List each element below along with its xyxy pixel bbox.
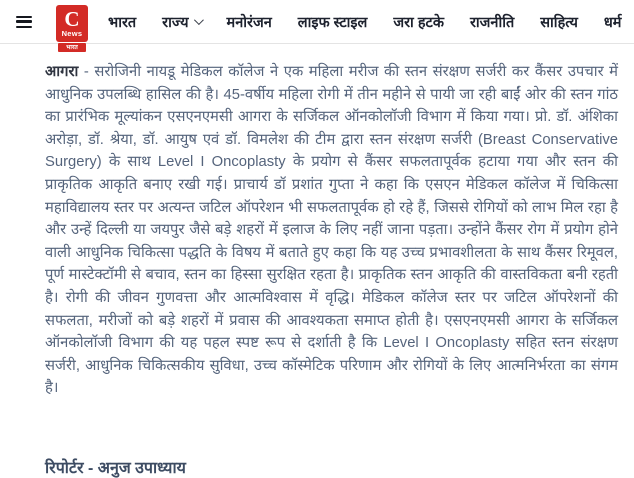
reporter-byline: रिपोर्टर - अनुज उपाध्याय bbox=[45, 459, 186, 477]
nav-item-jara-hatke[interactable] bbox=[393, 12, 444, 32]
hamburger-menu-icon[interactable] bbox=[16, 16, 32, 28]
article-body bbox=[0, 44, 634, 400]
nav-item-label: राज्य bbox=[162, 14, 189, 31]
chevron-down-icon bbox=[194, 15, 204, 25]
nav-item-sahitya[interactable] bbox=[540, 12, 578, 32]
nav-item-label: भारत bbox=[108, 14, 137, 31]
logo-news-label: News bbox=[61, 28, 83, 38]
article-dateline: आगरा bbox=[45, 64, 79, 80]
nav-item-label: साहित्य bbox=[540, 14, 578, 31]
nav-item-label: मनोरंजन bbox=[226, 14, 272, 31]
article-paragraph bbox=[45, 61, 618, 400]
nav-item-label: धर्म bbox=[603, 14, 622, 31]
site-logo[interactable] bbox=[56, 2, 88, 51]
nav-item-bharat[interactable] bbox=[108, 12, 136, 32]
nav-item-label: जरा हटके bbox=[393, 14, 444, 31]
top-navbar bbox=[0, 0, 634, 51]
nav-item-manoranjan[interactable] bbox=[227, 12, 272, 32]
logo-letter: C bbox=[64, 6, 80, 31]
nav-item-rajniti[interactable] bbox=[470, 12, 514, 32]
nav-item-label: लाइफ स्टाइल bbox=[297, 14, 368, 31]
article-text: - सरोजिनी नायडू मेडिकल कॉलेज ने एक महिला मरीज की स्तन संरक्षण सर्जरी कर कैंसर उपचार में आधुनिक उपलब्धि हासिल की है। 45-वर्षीय महिला रोगी में तीन महीने से पायी जा रही बाईं ओर की स्तन गांठ का प्रारंभिक मूल्यांकन एसएनएमसी आगरा के सर्जिकल ऑनकोलॉजी विभाग में किया गया। प्रो. डॉ. अंशिका अरोड़ा, डॉ. श्रेया, डॉ. आयुष एवं डॉ. विमलेश की टीम द्वारा स्तन संरक्षण सर्जरी (Breast Conservative Surgery) के साथ Level I Oncoplasty के प्रयोग से कैंसर सफलतापूर्वक हटाया गया और स्तन की प्राकृतिक आकृति बनाए रखी गई। प्राचार्य डॉ प्रशांत गुप्ता ने कहा कि एसएन मेडिकल कॉलेज में चिकित्सा महाविद्यालय स्तर पर अत्यन्त जटिल ऑपरेशन भी सफलतापूर्वक हो रहे हैं, जिससे रोगियों को लाभ मिल रहा है और उन्हें दिल्ली या जयपुर जैसे बड़े शहरों में इलाज के लिए नहीं जाना पड़ता। उन्होंने कैंसर रोग में प्रयोग होने वाली आधुनिक चिकित्सा पद्धति के विषय में बताते हुए कहा कि यह उच्च प्रभावशीलता के साथ कैंसर रिमूवल, पूर्ण मास्टेक्टॉमी से बचाव, स्तन का हिस्सा सुरक्षित रहता है। प्राकृतिक स्तन आकृति की वास्तविकता बनी रहती है। रोगी की जीवन गुणवत्ता और आत्मविश्वास में वृद्धि। मेडिकल कॉलेज स्तर पर जटिल ऑपरेशनों की सफलता, मरीजों को बड़े शहरों में प्रवास की आवश्यकता समाप्त होती है। एसएनएमसी आगरा के सर्जिकल ऑनकोलॉजी विभाग की यह पहल स्पष्ट रूप से दर्शाती है कि Level I Oncoplasty सहित स्तन संरक्षण सर्जरी, आधुनिक चिकित्सकीय सुविधा, उच्च कॉस्मेटिक परिणाम और रोगियों के लिए आत्मनिर्भरता का संगम है। bbox=[45, 64, 618, 397]
logo-country-label: भारत bbox=[58, 43, 86, 52]
nav-item-rajya[interactable] bbox=[162, 12, 200, 32]
nav-item-lifestyle[interactable] bbox=[298, 12, 368, 32]
nav-item-label: राजनीति bbox=[469, 14, 515, 31]
logo-box bbox=[56, 5, 88, 42]
main-navigation bbox=[108, 12, 634, 32]
nav-item-dharm[interactable] bbox=[604, 12, 622, 32]
